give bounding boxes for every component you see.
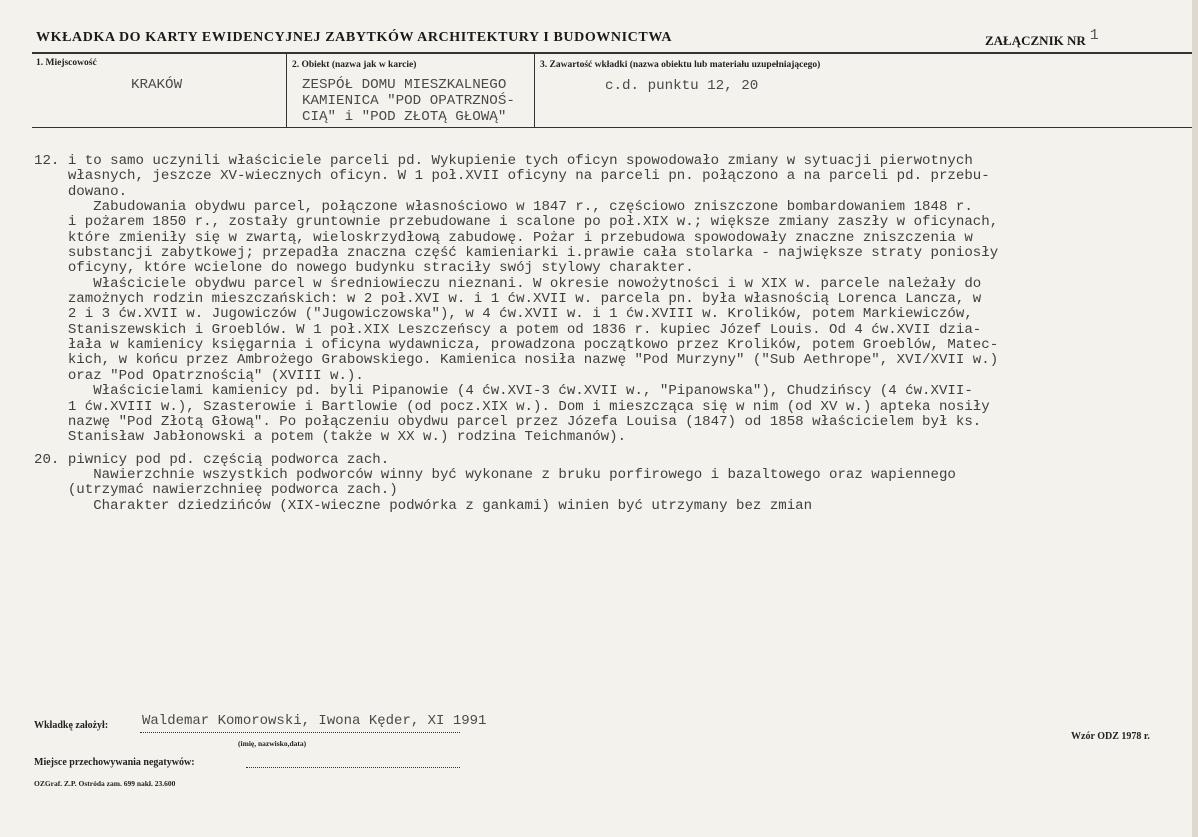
fields-bottom-rule <box>32 127 1194 128</box>
text-line: własnych, jeszcze XV-wiecznych oficyn. W 1 poł.XVII oficyny na parceli pn. połączono a na parceli pd. przebu- <box>34 168 990 185</box>
field-divider-1 <box>286 54 287 128</box>
text-line: substancji zabytkowej; przepadła znaczna część kamieniarki i.prawie cała stolarka - największe straty poniosły <box>34 245 999 262</box>
author-hint: (imię, nazwisko,data) <box>238 739 307 748</box>
text-line: (utrzymać nawierzchnieę podworca zach.) <box>34 482 398 499</box>
text-line: kich, w końcu przez Ambrożego Grabowskiego. Kamienica nosiła nazwę "Pod Murzyny" ("Sub Aethrope", XVI/XVII w.) <box>34 352 999 369</box>
text-line: łała w kamienicy księgarnia i oficyna wydawnicza, prowadzona początkowo przez Krolików, potem Groeblów, Matec- <box>34 337 999 354</box>
object-label: 2. Obiekt (nazwa jak w karcie) <box>292 60 417 70</box>
text-line: Staniszewskich i Groeblów. W 1 poł.XIX Leszczeńscy a potem od 1836 r. kupiec Józef Louis. Od 4 ćw.XVII dzia- <box>34 321 982 338</box>
text-line: 12. i to samo uczynili właściciele parceli pd. Wykupienie tych oficyn spowodowało zmiany w sytuacji pierwotnych <box>34 153 973 169</box>
text-line: które zmieniły się w zwartą, wieloskrzydłową zabudowę. Pożar i przebudowa spowodowały znaczne zniszczenia w <box>34 229 973 246</box>
annex-label <box>985 27 1099 50</box>
text-line: oficyny, które wcielone do nowego budynku straciły swój stylowy charakter. <box>34 260 694 277</box>
field-divider-2 <box>534 54 535 128</box>
text-line: Właścicielami kamienicy pd. byli Pipanowie (4 ćw.XVI-3 ćw.XVII w., "Pipanowska"), Chudzińscy (4 ćw.XVII- <box>34 383 973 400</box>
text-line: 2 i 3 ćw.XVII w. Jugowiczów ("Jugowiczowska"), w 4 ćw.XVII w. i 1 ćw.XVIII w. Krolików, potem Markiewiczów, <box>34 306 973 323</box>
text-line: 20. piwnicy pod pd. częścią podworca zach. <box>34 451 390 468</box>
annex-label-text: ZAŁĄCZNIK NR <box>985 33 1086 48</box>
place-label: 1. Miejscowość <box>36 58 97 68</box>
text-line: oraz "Pod Opatrznością" (XVIII w.). <box>34 367 364 384</box>
content-label: 3. Zawartość wkładki (nazwa obiektu lub materiału uzupełniającego) <box>540 60 821 70</box>
author-value: Waldemar Komorowski, Iwona Kęder, XI 1991 <box>142 713 487 729</box>
content-value: c.d. punktu 12, 20 <box>605 78 759 94</box>
form-title: WKŁADKA DO KARTY EWIDENCYJNEJ ZABYTKÓW ARCHITEKTURY I BUDOWNICTWA <box>36 30 673 45</box>
text-line: zamożnych rodzin mieszczańskich: w 2 poł.XVI w. i 1 ćw.XVII w. parcela pn. była własnością Lorenca Lancza, w <box>34 291 982 308</box>
negatives-dotted-line <box>246 767 460 768</box>
annex-number: 1 <box>1089 27 1099 44</box>
author-label: Wkładkę założył: <box>34 720 109 731</box>
object-line-3: CIĄ" i "POD ZŁOTĄ GŁOWĄ" <box>302 109 507 125</box>
header-rule <box>32 52 1194 54</box>
negatives-label: Miejsce przechowywania negatywów: <box>34 757 195 768</box>
object-line-1: ZESPÓŁ DOMU MIESZKALNEGO <box>302 77 507 93</box>
text-line: nazwę "Pod Złotą Głową". Po połączeniu obydwu parcel przez Józefa Louisa (1847) od 1858 właścicielem był ks. <box>34 413 982 430</box>
object-line-2: KAMIENICA "POD OPATRZNOŚ- <box>302 93 515 109</box>
printer-info: OZGraf. Z.P. Ostróda zam. 699 nakł. 23.600 <box>34 779 176 788</box>
text-line: Właściciele obydwu parcel w średniowieczu nieznani. W okresie nowożytności i w XIX w. parcele należały do <box>34 275 982 292</box>
card-edge <box>1192 0 1198 837</box>
body-text <box>34 154 1194 514</box>
text-line: Stanisław Jabłonowski a potem (także w XX w.) rodzina Teichmanów). <box>34 429 627 446</box>
text-line: 1 ćw.XVIII w.), Szasterowie i Bartlowie (od pocz.XIX w.). Dom i mieszcząca się w nim (od XV w.) apteka nosiły <box>34 398 990 415</box>
text-line: Zabudowania obydwu parcel, połączone własnościowo w 1847 r., częściowo zniszczone bombardowaniem 1848 r. <box>34 199 973 216</box>
place-value: KRAKÓW <box>131 77 183 93</box>
text-line: Nawierzchnie wszystkich podworców winny być wykonane z bruku porfirowego i bazaltowego oraz wapiennego <box>34 466 956 483</box>
text-line: Charakter dziedzińców (XIX-wieczne podwórka z gankami) winien być utrzymany bez zmian <box>34 497 813 514</box>
template-label: Wzór ODZ 1978 r. <box>1071 731 1150 742</box>
author-dotted-line <box>140 732 460 733</box>
text-line: dowano. <box>34 183 128 200</box>
text-line: i pożarem 1850 r., zostały gruntownie przebudowane i scalone po poł.XIX w.; większe zmiany zaszły w oficynach, <box>34 214 999 231</box>
